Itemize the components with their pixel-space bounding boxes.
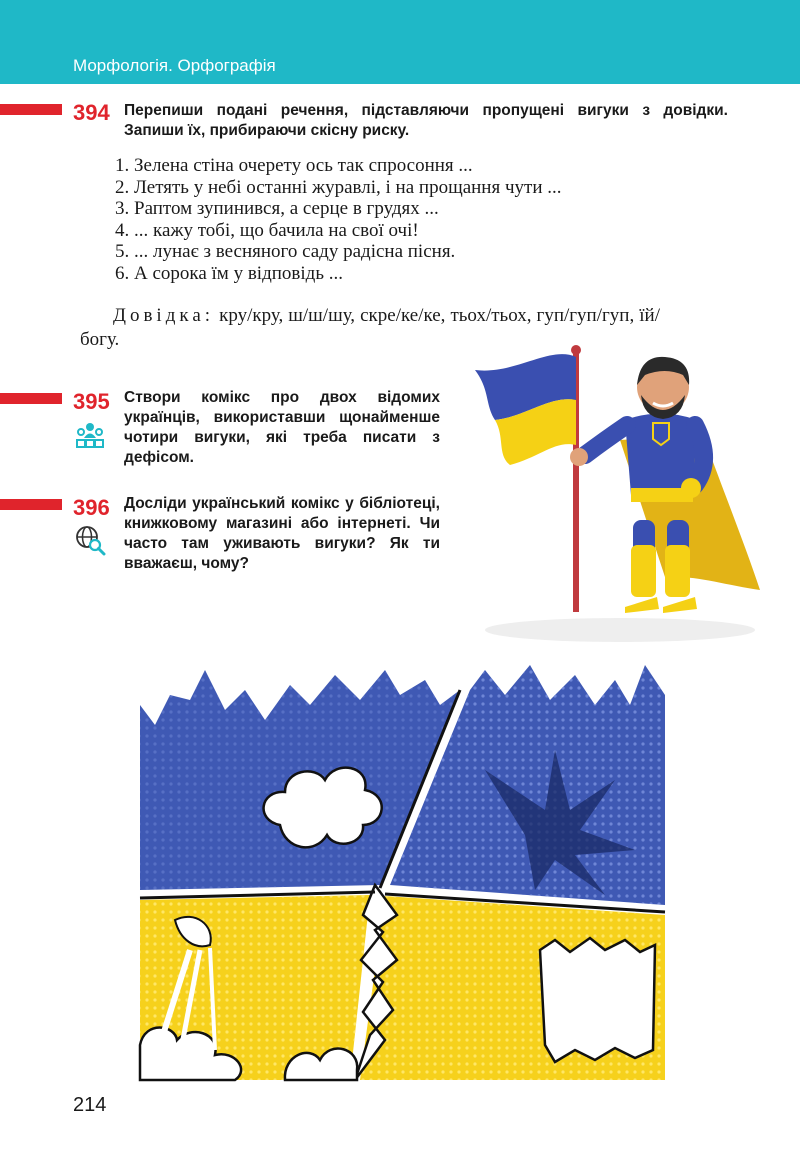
sentence-item: 6. А сорока їм у відповідь ... [115, 262, 343, 284]
exercise-396-task: Досліди український комікс у бібліотеці, книжковому магазині або інтернеті. Чи часто там уживають вигуки? Як ти вважаєш, чому? [124, 495, 440, 572]
page-header [0, 0, 800, 84]
exercise-marker-bar [0, 104, 62, 115]
sentence-item: 4. ... кажу тобі, що бачила на свої очі! [115, 219, 419, 241]
exercise-marker-bar [0, 499, 62, 510]
sentence-list [115, 155, 562, 284]
sentence-item: 2. Летять у небі останні журавлі, і на прощання чути ... [115, 176, 562, 198]
exercise-number-394: 394 [73, 100, 110, 125]
reference-label: Довідка: [113, 305, 215, 326]
reference-text: кру/кру, ш/ш/шу, скре/ке/ке, тьох/тьох, гуп/гуп/гуп, їй/богу. [80, 305, 661, 350]
sentence-item: 3. Раптом зупинився, а серце в грудях ... [115, 198, 439, 219]
comic-illustration [135, 660, 670, 1085]
superhero-illustration [455, 345, 765, 645]
task-line-2: Запиши їх, прибираючи скісну риску. [124, 122, 410, 139]
exercise-number-396: 396 [73, 495, 110, 520]
group-work-icon [74, 418, 106, 450]
task-line-1: Перепиши подані речення, підставляючи пропущені вигуки з довідки. [124, 102, 728, 119]
internet-search-icon [74, 524, 106, 556]
sentence-item: 5. ... лунає з весняного саду радісна пісня. [115, 241, 456, 262]
sentence-item: 1. Зелена стіна очерету ось так спросоння ... [115, 155, 473, 176]
exercise-394-task [124, 101, 728, 141]
exercise-marker-bar [0, 393, 62, 404]
exercise-number-395: 395 [73, 389, 110, 414]
section-title: Морфологія. Орфографія [73, 56, 276, 75]
page-number: 214 [73, 1094, 107, 1116]
exercise-395-task: Створи комікс про двох відомих українців, використавши щонайменше чотири вигуки, які треба писати з дефісом. [124, 389, 440, 466]
